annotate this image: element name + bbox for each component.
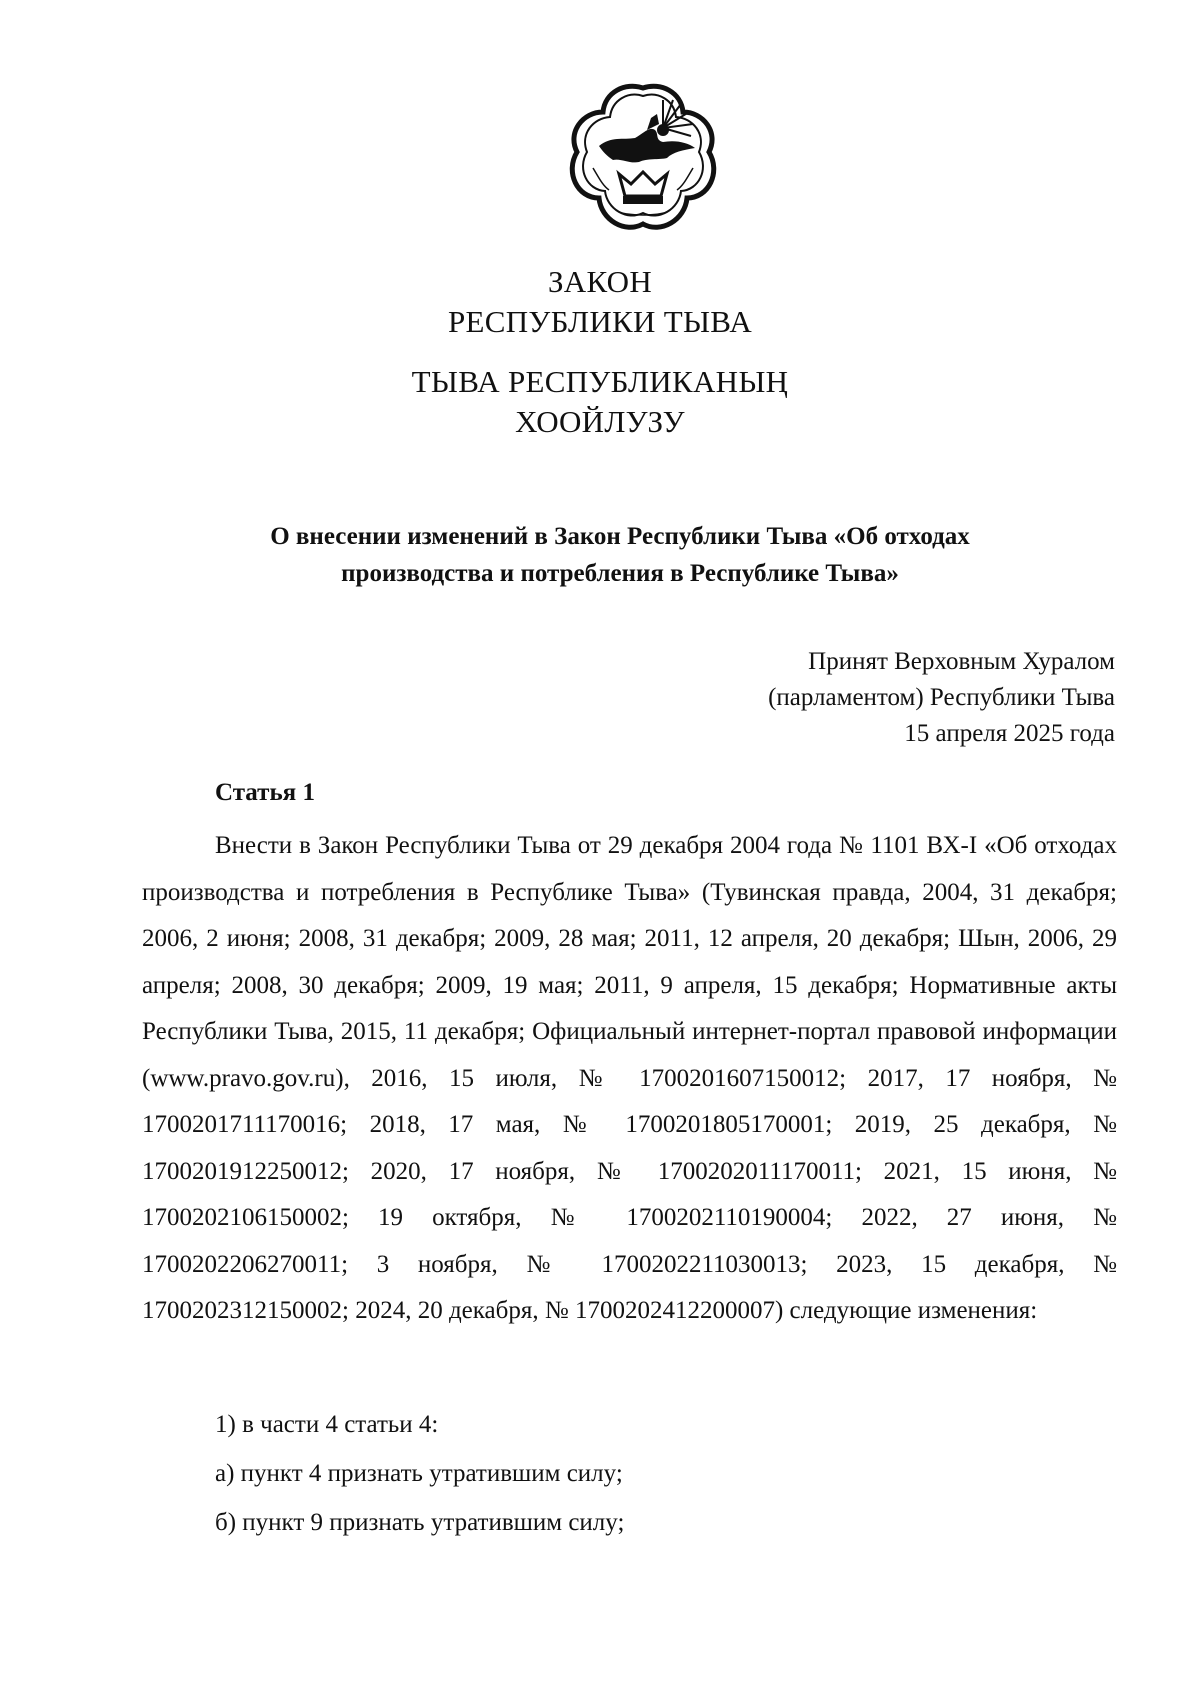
- adoption-line2: (парламентом) Республики Тыва: [768, 684, 1115, 711]
- law-title-tv-line2: ХООЙЛУЗУ: [515, 404, 685, 439]
- adoption-date: 15 апреля 2025 года: [904, 720, 1115, 747]
- article-1-heading: Статья 1: [215, 779, 315, 806]
- law-title-ru-line2: РЕСПУБЛИКИ ТЫВА: [447, 304, 753, 339]
- list-item: б) пункт 9 признать утратившим силу;: [215, 1509, 625, 1536]
- law-title-ru-line1: ЗАКОН: [547, 264, 653, 299]
- tuva-coat-of-arms-icon: [563, 78, 723, 238]
- list-item: а) пункт 4 признать утратившим силу;: [215, 1460, 623, 1487]
- adoption-line1: Принят Верховным Хуралом: [808, 648, 1115, 675]
- law-title-russian: [0, 262, 1200, 342]
- law-subject-heading: [180, 518, 1060, 592]
- article-1-paragraph: Внести в Закон Республики Тыва от 29 декабря 2004 года № 1101 ВХ-I «Об отходах производства и потребления в Республике Тыва» (Тувинская правда, 2004, 31 декабря; 2006, 2 июня; 2008, 31 декабря; 2009, 28 мая; 2011, 12 апреля, 20 декабря; Шын, 2006, 29 апреля; 2008, 30 декабря; 2009, 19 мая; 2011, 9 апреля, 15 декабря; Нормативные акты Республики Тыва, 2015, 11 декабря; Официальный интернет-портал правовой информации (www.pravo.gov.ru), 2016, 15 июля, № 1700201607150012; 2017, 17 ноября, № 1700201711170016; 2018, 17 мая, № 1700201805170001; 2019, 25 декабря, № 1700201912250012; 2020, 17 ноября, № 1700202011170011; 2021, 15 июня, № 1700202106150002; 19 октября, № 1700202110190004; 2022, 27 июня, № 1700202206270011; 3 ноября, № 1700202211030013; 2023, 15 декабря, № 1700202312150002; 2024, 20 декабря, № 1700202412200007) следующие изменения:: [142, 832, 1117, 1324]
- subject-line2: производства и потребления в Республике Тыва»: [341, 560, 899, 587]
- list-item: 1) в части 4 статьи 4:: [215, 1411, 439, 1438]
- law-title-tuvan: [0, 362, 1200, 442]
- law-title-tv-line1: ТЫВА РЕСПУБЛИКАНЫҢ: [411, 364, 789, 399]
- adoption-note: [768, 644, 1115, 752]
- subject-line1: О внесении изменений в Закон Республики Тыва «Об отходах: [270, 523, 970, 550]
